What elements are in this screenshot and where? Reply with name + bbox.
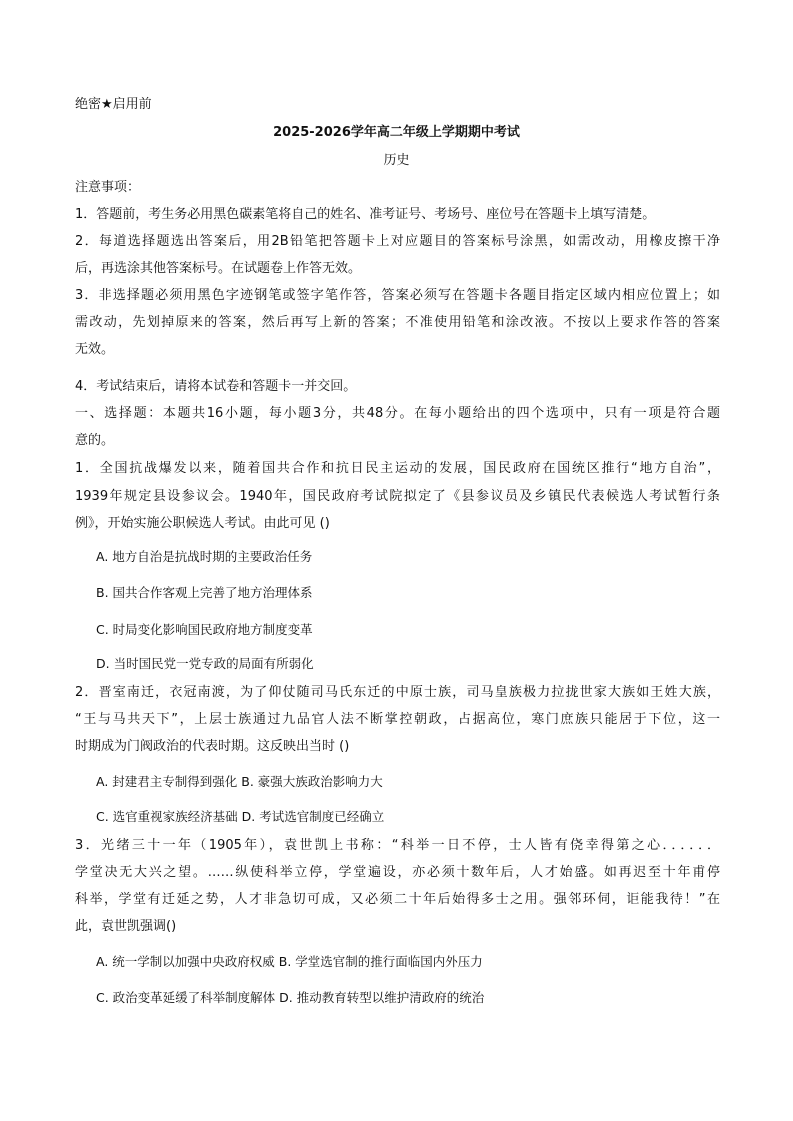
question-stem: 学堂决无大兴之望。……纵使科举立停，学堂遍设，亦必须十数年后，人才始盛。如再迟至十年甫停 (75, 865, 720, 880)
notes-heading: 注意事项： (75, 180, 141, 195)
section-heading: 一、选择题：本题共16小题，每小题3分，共48分。在每小题给出的四个选项中，只有一项是符合题 (75, 406, 720, 421)
question-stem: 1939年规定县设参议会。1940年，国民政府考试院拟定了《县参议员及乡镇民代表候选人考试暂行条 (75, 489, 720, 504)
notes-line: 2．每道选择题选出答案后，用2B铅笔把答题卡上对应题目的答案标号涂黑，如需改动，用橡皮擦干净 (75, 234, 720, 249)
exam-title: 2025-2026学年高二年级上学期期中考试 (273, 125, 520, 140)
question-option: D. 当时国民党一党专政的局面有所弱化 (96, 656, 314, 671)
question-option: A. 统一学制以加强中央政府权威 B. 学堂选官制的推行面临国内外压力 (96, 954, 483, 969)
subject-title: 历史 (383, 153, 410, 168)
notes-line: 1．答题前，考生务必用黑色碳素笔将自己的姓名、准考证号、考场号、座位号在答题卡上填写清楚。 (75, 207, 656, 222)
question-stem: 时期成为门阀政治的代表时期。这反映出当时 () (75, 739, 350, 754)
notes-line: 后，再选涂其他答案标号。在试题卷上作答无效。 (75, 261, 362, 276)
question-option: B. 国共合作客观上完善了地方治理体系 (96, 585, 313, 600)
question-stem: 科举，学堂有迁延之势，人才非急切可成，又必须二十年后始得多士之用。强邻环伺，讵能我待！”在 (75, 892, 720, 907)
question-option: C. 时局变化影响国民政府地方制度变革 (96, 622, 313, 637)
question-stem: 例》，开始实施公职候选人考试。由此可见 () (75, 516, 330, 531)
question-stem: 2．晋室南迁，衣冠南渡，为了仰仗随司马氏东迁的中原士族，司马皇族极力拉拢世家大族如王姓大族， (75, 685, 720, 700)
question-option: C. 政治变革延缓了科举制度解体 D. 推动教育转型以维护清政府的统治 (96, 990, 485, 1005)
notes-line: 4．考试结束后，请将本试卷和答题卡一并交回。 (75, 379, 357, 394)
notes-line: 3．非选择题必须用黑色字迹钢笔或签字笔作答，答案必须写在答题卡各题目指定区域内相应位置上；如 (75, 288, 720, 303)
question-stem: “王与马共天下”，上层士族通过九品官人法不断掌控朝政，占据高位，寒门庶族只能居于下位，这一 (75, 712, 720, 727)
notes-line: 无效。 (75, 342, 115, 357)
question-stem: 1．全国抗战爆发以来，随着国共合作和抗日民主运动的发展，国民政府在国统区推行“地方自治”， (75, 461, 720, 476)
question-stem: 3．光绪三十一年（1905年），袁世凯上书称：“科举一日不停，士人皆有侥幸得第之心．．．．．． (75, 838, 720, 853)
secret-mark: 绝密★启用前 (75, 97, 152, 112)
section-heading: 意的。 (75, 433, 115, 448)
question-option: A. 封建君主专制得到强化 B. 豪强大族政治影响力大 (96, 774, 383, 789)
question-option: C. 选官重视家族经济基础 D. 考试选官制度已经确立 (96, 809, 385, 824)
question-option: A. 地方自治是抗战时期的主要政治任务 (96, 549, 313, 564)
notes-line: 需改动，先划掉原来的答案，然后再写上新的答案；不准使用铅笔和涂改液。不按以上要求作答的答案 (75, 315, 720, 330)
question-stem: 此，袁世凯强调() (75, 919, 177, 934)
